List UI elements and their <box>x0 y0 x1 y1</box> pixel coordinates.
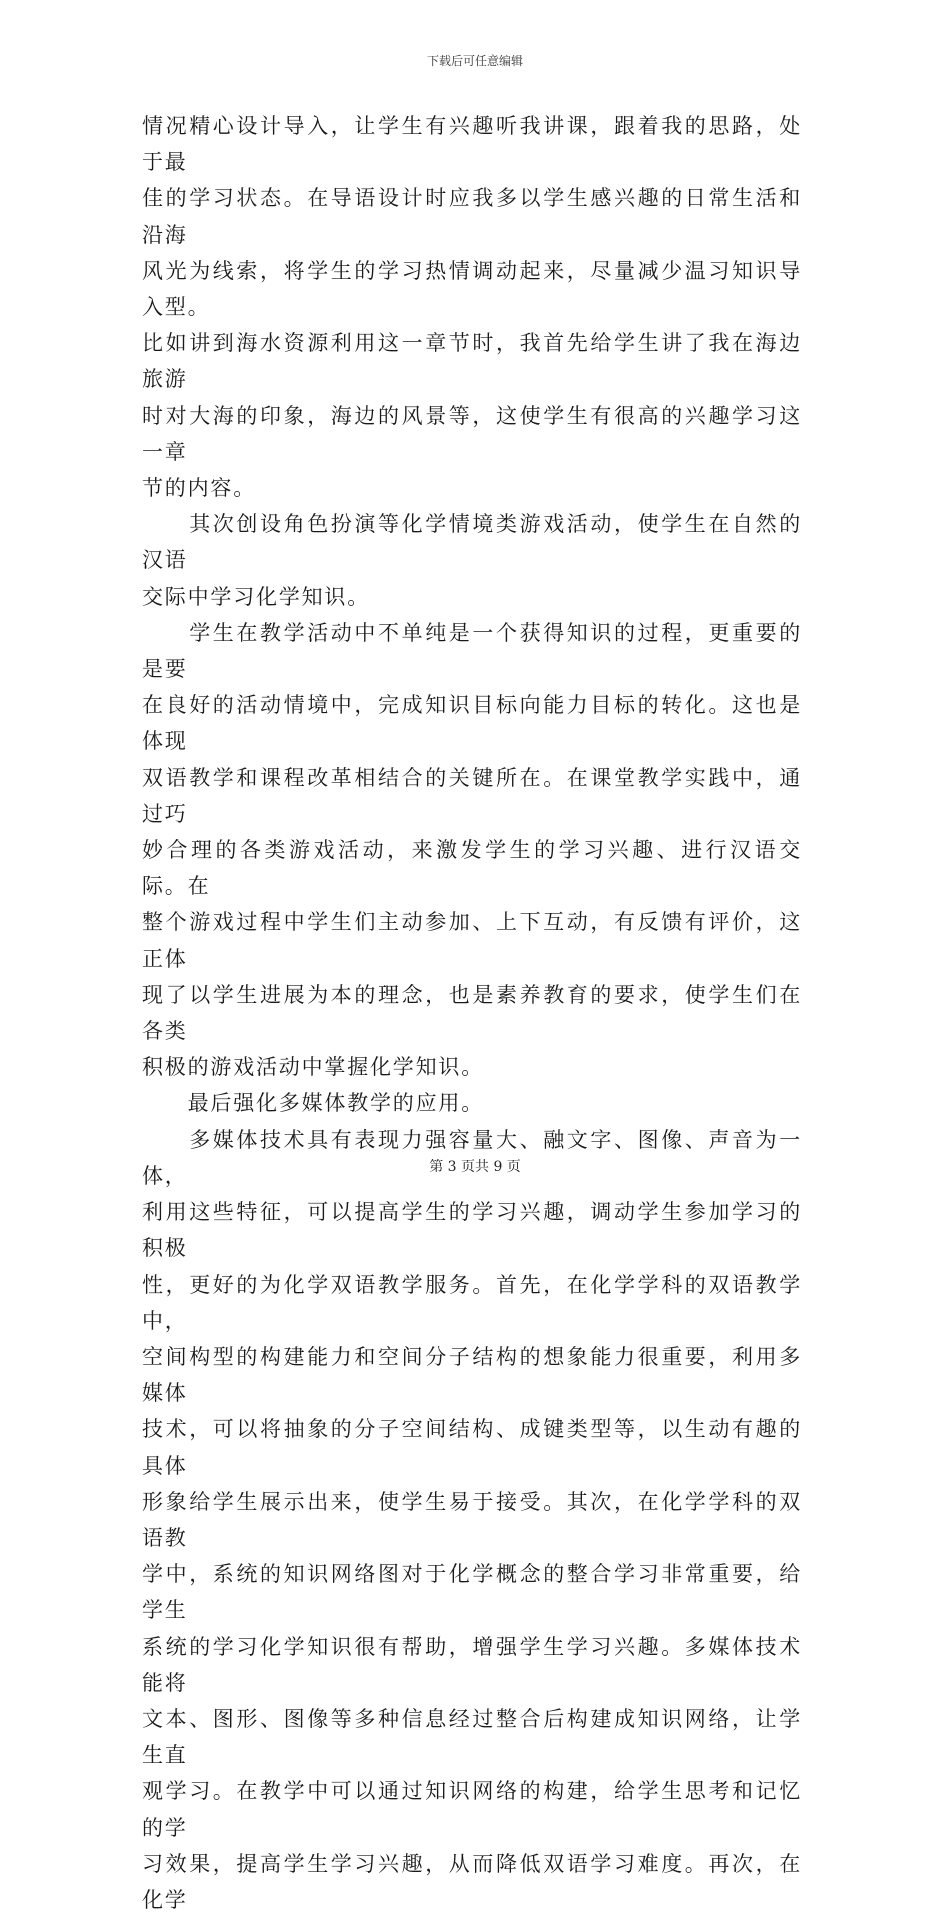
paragraph-multimedia-heading: 最后强化多媒体教学的应用。 <box>142 1091 484 1116</box>
document-body <box>142 108 802 1918</box>
paragraph-role-play: 其次创设角色扮演等化学情境类游戏活动，使学生在自然的汉语 交际中学习化学知识。 <box>142 512 802 609</box>
paragraph-multimedia-detail: 多媒体技术具有表现力强容量大、融文字、图像、声音为一体， 利用这些特征，可以提高学生的学习兴趣，调动学生参加学习的积极 性，更好的为化学双语教学服务。首先，在化学学科的双语教学中， 空间构型的构建能力和空间分子结构的想象能力很重要，利用多媒体 技术，可以将抽象的分子空间结构、成键类型等，以生动有趣的具体 形象给学生展示出来，使学生易于接受。其次，在化学学科的双语教 学中，系统的知识网络图对于化学概念的整合学习非常重要，给学生 系统的学习化学知识很有帮助，增强学生学习兴趣。多媒体技术能将 文本、图形、图像等多种信息经过整合后构建成知识网络，让学生直 观学习。在教学中可以通过知识网络的构建，给学生思考和记忆的学 习效果，提高学生学习兴趣，从而降低双语学习难度。再次，在化学 <box>142 1127 802 1912</box>
page-number-footer: 第 3 页共 9 页 <box>429 1159 521 1175</box>
paragraph-intro-continuation: 情况精心设计导入，让学生有兴趣听我讲课，跟着我的思路，处于最 佳的学习状态。在导语设计时应我多以学生感兴趣的日常生活和沿海 风光为线索，将学生的学习热情调动起来，尽量减少温习知识导入型。 比如讲到海水资源利用这一章节时，我首先给学生讲了我在海边旅游 时对大海的印象，海边的风景等，这使学生有很高的兴趣学习这一章 节的内容。 <box>142 114 802 501</box>
paragraph-game-activities: 学生在教学活动中不单纯是一个获得知识的过程，更重要的是要 在良好的活动情境中，完成知识目标向能力目标的转化。这也是体现 双语教学和课程改革相结合的关键所在。在课堂教学实践中，通过巧 妙合理的各类游戏活动，来激发学生的学习兴趣、进行汉语交际。在 整个游戏过程中学生们主动参加、上下互动，有反馈有评价，这正体 现了以学生进展为本的理念，也是素养教育的要求，使学生们在各类 积极的游戏活动中掌握化学知识。 <box>142 620 802 1080</box>
page-header: 下载后可任意编辑 <box>426 54 523 68</box>
